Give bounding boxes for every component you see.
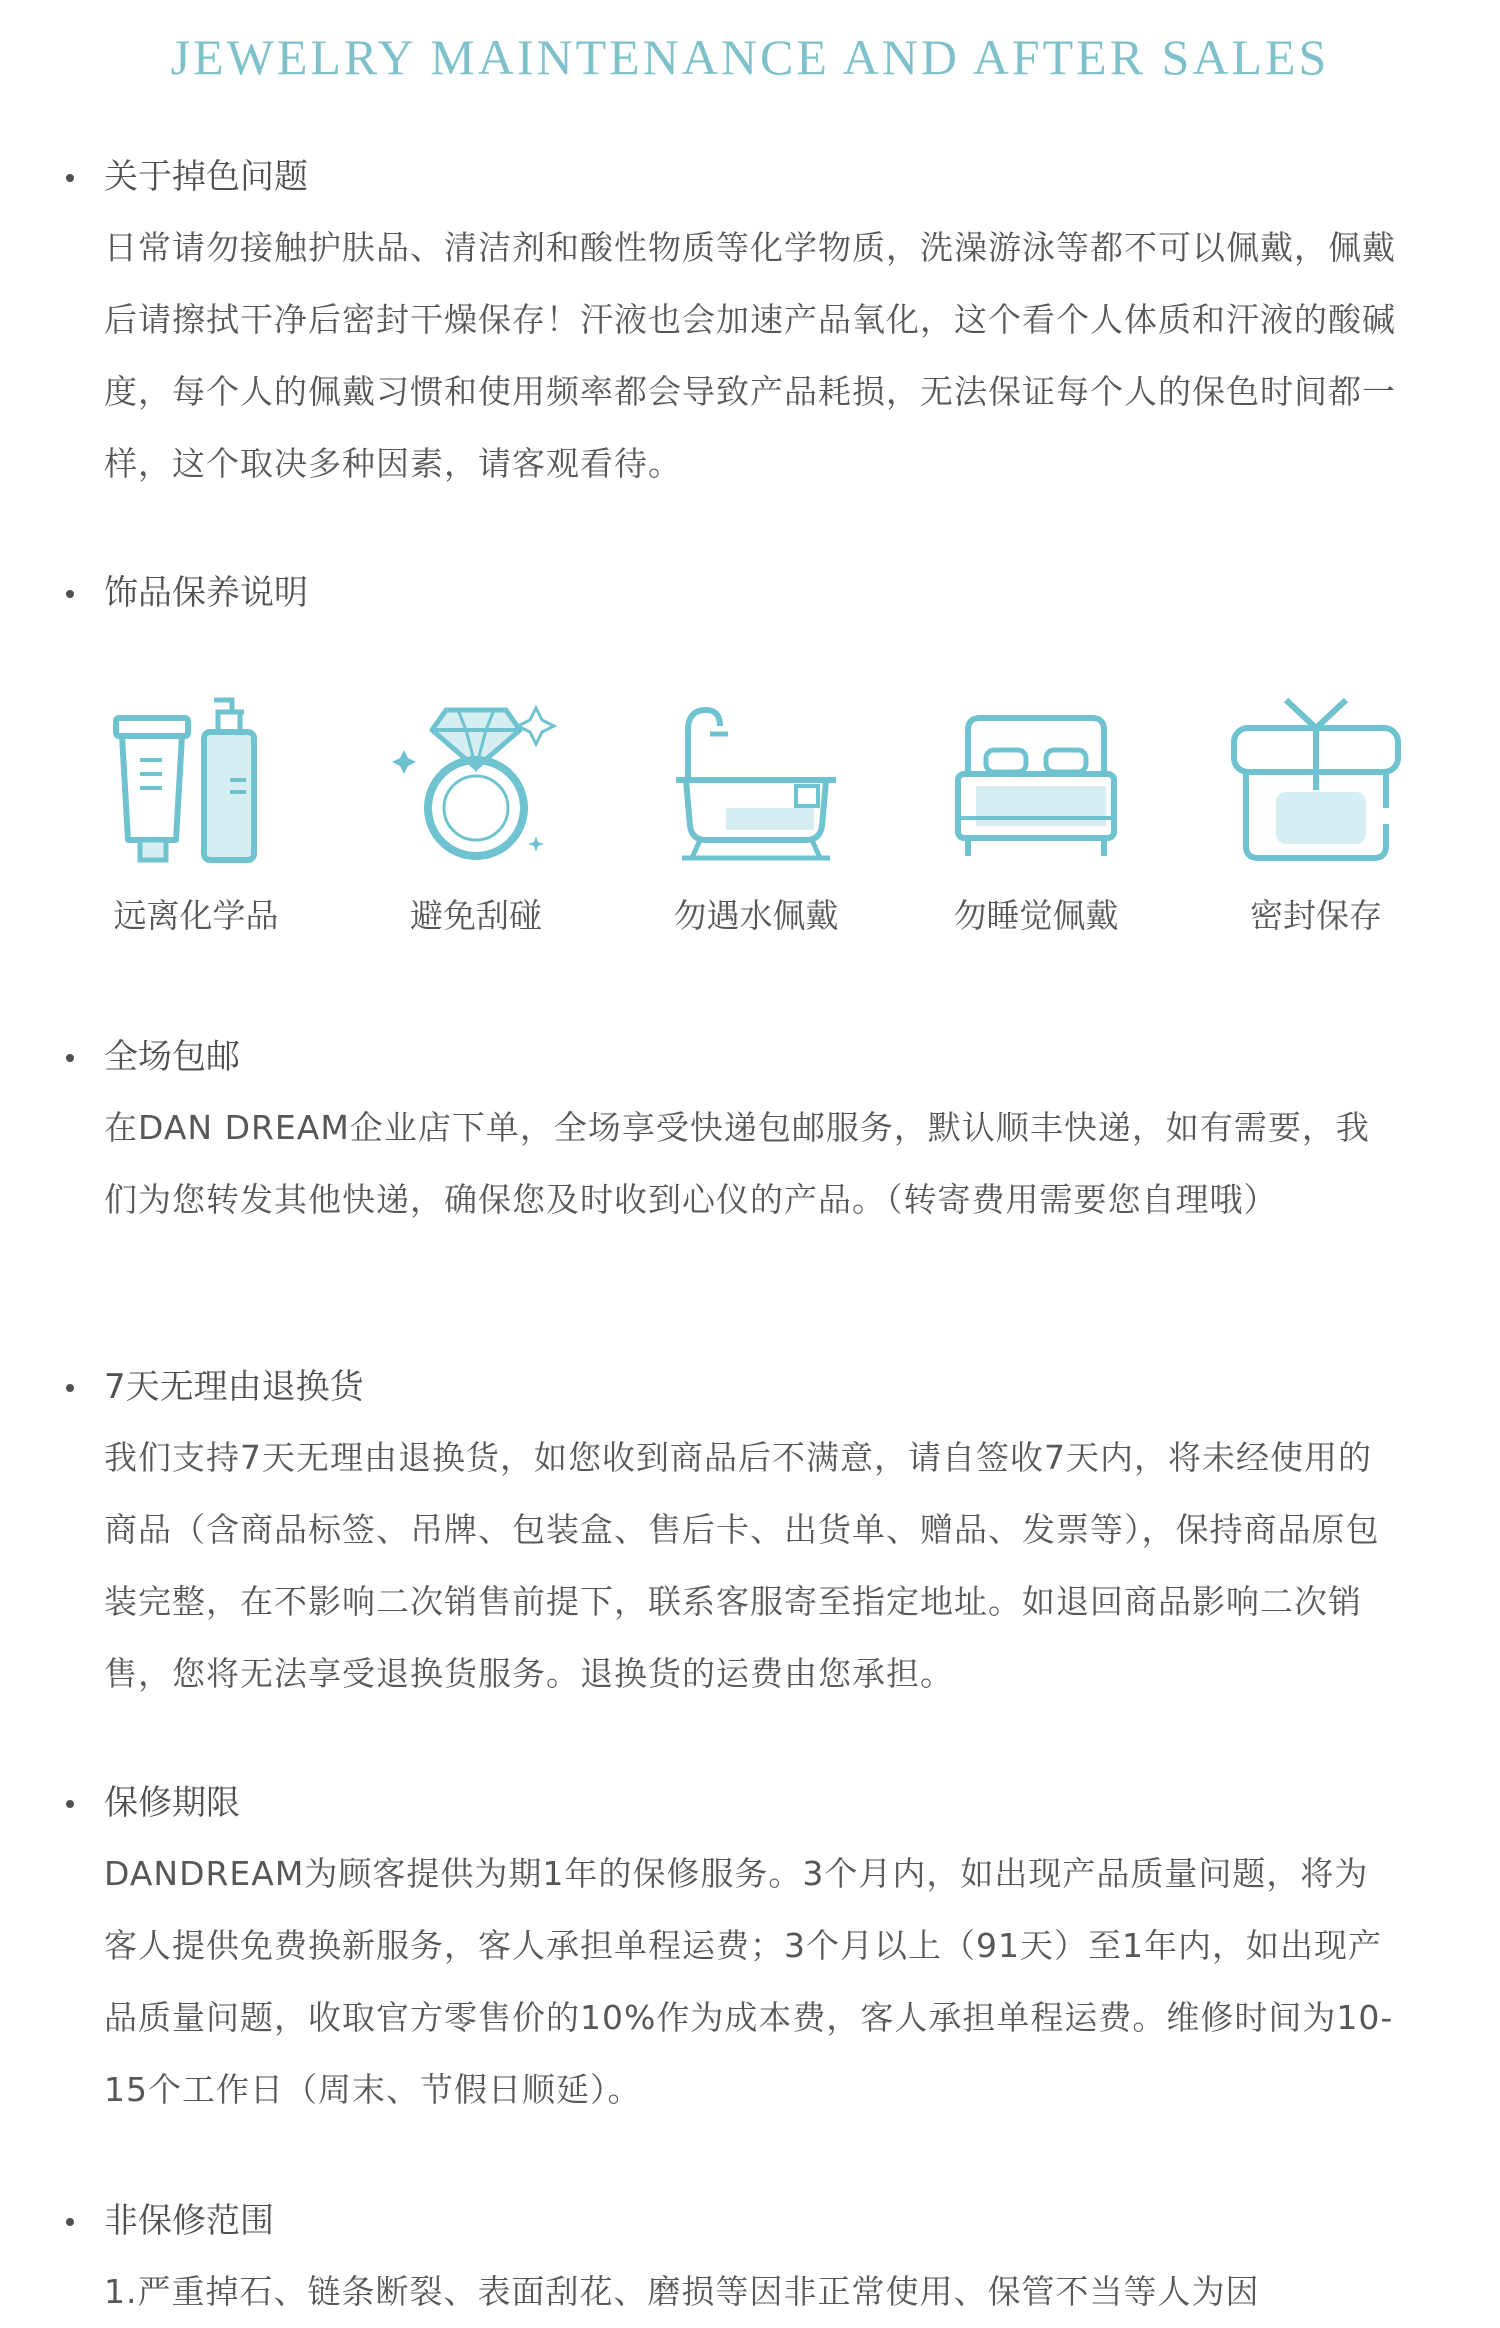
bullet-icon xyxy=(66,590,74,598)
section-non-warranty xyxy=(66,2196,1396,2328)
section-heading: 7天无理由退换货 xyxy=(66,1362,1396,1412)
section-body: 日常请勿接触护肤品、清洁剂和酸性物质等化学物质，洗澡游泳等都不可以佩戴，佩戴后请擦拭干净后密封干燥保存！汗液也会加速产品氧化，这个看个人体质和汗液的酸碱度，每个人的佩戴习惯和使用频率都会导致产品耗损，无法保证每个人的保色时间都一样，这个取决多种因素，请客观看待。 xyxy=(104,228,1396,483)
page-title: JEWELRY MAINTENANCE AND AFTER SALES xyxy=(170,29,1330,85)
section-body: 1.严重掉石、链条断裂、表面刮花、磨损等因非正常使用、保管不当等人为因 xyxy=(104,2272,1260,2311)
care-item xyxy=(376,690,576,937)
section-body: 我们支持7天无理由退换货，如您收到商品后不满意，请自签收7天内，将未经使用的商品（含商品标签、吊牌、包装盒、售后卡、出货单、赠品、发票等），保持商品原包装完整，在不影响二次销售前提下，联系客服寄至指定地址。如退回商品影响二次销售，您将无法享受退换货服务。退换货的运费由您承担。 xyxy=(104,1438,1380,1693)
section-heading: 关于掉色问题 xyxy=(66,152,1396,202)
care-label: 远离化学品 xyxy=(113,896,279,935)
bullet-icon xyxy=(66,2218,74,2226)
section-heading: 饰品保养说明 xyxy=(66,568,1396,618)
bed-icon xyxy=(946,690,1126,870)
diamond-ring-icon xyxy=(386,690,566,870)
care-icons-row xyxy=(96,690,1416,937)
bullet-icon xyxy=(66,174,74,182)
care-label: 避免刮碰 xyxy=(410,896,542,935)
section-warranty xyxy=(66,1778,1396,2126)
section-returns xyxy=(66,1362,1396,1710)
section-body: DANDREAM为顾客提供为期1年的保修服务。3个月内，如出现产品质量问题，将为客人提供免费换新服务，客人承担单程运费；3个月以上（91天）至1年内，如出现产品质量问题，收取官方零售价的10%作为成本费，客人承担单程运费。维修时间为10-15个工作日（周末、节假日顺延）。 xyxy=(104,1854,1394,2109)
chemicals-icon xyxy=(106,690,286,870)
bullet-icon xyxy=(66,1384,74,1392)
care-label: 密封保存 xyxy=(1250,896,1382,935)
bathtub-icon xyxy=(666,690,846,870)
bullet-icon xyxy=(66,1054,74,1062)
care-item xyxy=(96,690,296,937)
care-label: 勿睡觉佩戴 xyxy=(953,896,1119,935)
section-heading: 保修期限 xyxy=(66,1778,1396,1828)
care-item xyxy=(656,690,856,937)
section-heading: 全场包邮 xyxy=(66,1032,1396,1082)
section-heading: 非保修范围 xyxy=(66,2196,1396,2246)
bullet-icon xyxy=(66,1800,74,1808)
section-free-shipping xyxy=(66,1032,1396,1236)
section-care xyxy=(66,568,1396,618)
care-item xyxy=(1216,690,1416,937)
gift-box-icon xyxy=(1226,690,1406,870)
care-item xyxy=(936,690,1136,937)
care-label: 勿遇水佩戴 xyxy=(673,896,839,935)
section-fading xyxy=(66,152,1396,500)
section-body: 在DAN DREAM企业店下单，全场享受快递包邮服务，默认顺丰快递，如有需要，我们为您转发其他快递，确保您及时收到心仪的产品。（转寄费用需要您自理哦） xyxy=(104,1108,1370,1219)
